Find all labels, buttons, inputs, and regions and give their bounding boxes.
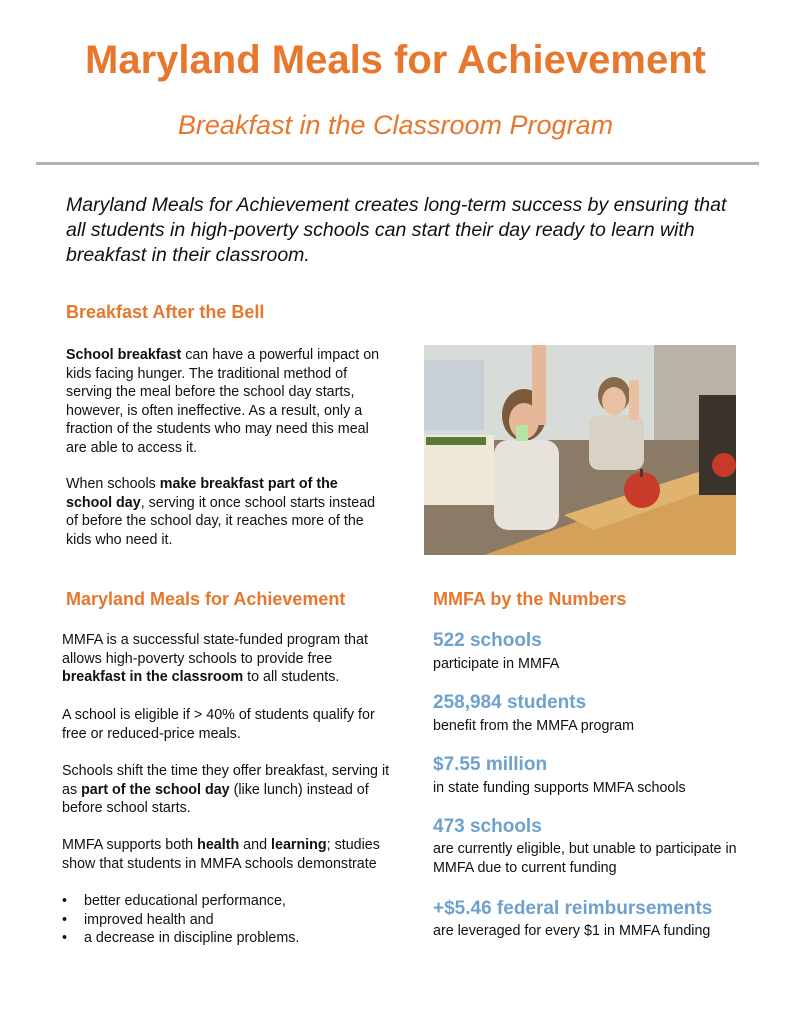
body-text: to all students. (243, 669, 340, 685)
mmfa-paragraph-1 (62, 631, 392, 687)
bullet-icon: • (62, 911, 68, 928)
body-text: and (239, 837, 272, 853)
photo-apple (624, 472, 660, 508)
body-text: MMFA is a successful state-funded program that allows high-poverty schools to provide free (62, 632, 368, 667)
page-title: Maryland Meals for Achievement (85, 38, 706, 82)
classroom-breakfast-photo (424, 345, 736, 555)
outcomes-list (62, 892, 392, 948)
body-text: , serving it once school starts instead of before the school day, it reaches more of the kids who need it. (66, 494, 376, 548)
stat-value: 522 schools (433, 630, 542, 651)
emphasis-text: part of the school day (81, 781, 230, 798)
body-text: can have a powerful impact on kids facing hunger. The traditional method of serving the meal before the school day starts, however, is often ineffective. As a result, only a fraction of the students who may need this meal are able to access it. (66, 347, 380, 456)
bell-section-heading: Breakfast After the Bell (66, 302, 265, 322)
stat-description: benefit from the MMFA program (433, 718, 635, 734)
emphasis-text: learning (271, 837, 327, 853)
bullet-icon: • (62, 893, 68, 909)
list-item: • better educational performance, (62, 893, 286, 909)
photo-illustration (424, 345, 736, 555)
bell-paragraph-2 (66, 475, 384, 549)
emphasis-text: make breakfast part of the school day (66, 476, 338, 511)
body-text: ; studies show that students in MMFA schools demonstrate (62, 837, 380, 872)
mmfa-paragraph-2 (62, 706, 392, 743)
body-text: (like lunch) instead of before school starts. (62, 781, 369, 816)
stat-description: participate in MMFA (433, 656, 560, 672)
emphasis-text: School breakfast (66, 347, 182, 363)
mmfa-section-heading: Maryland Meals for Achievement (66, 589, 346, 609)
emphasis-text: breakfast in the classroom (62, 669, 244, 685)
stat-description: are currently eligible, but unable to participate in MMFA due to current funding (433, 841, 737, 876)
bell-paragraph-1 (66, 346, 384, 457)
body-text: MMFA supports both (62, 837, 198, 853)
numbers-section-heading: MMFA by the Numbers (433, 589, 627, 609)
stat-value: 258,984 students (433, 692, 587, 713)
header-divider (36, 162, 759, 165)
bullet-icon: • (62, 930, 68, 946)
emphasis-text: health (197, 837, 240, 853)
body-text: When schools (66, 476, 160, 492)
intro-statement: Maryland Meals for Achievement creates long-term success by ensuring that all students in high-poverty schools can start their day ready to learn with breakfast in their classroom. (66, 194, 727, 266)
list-item: • improved health and (62, 911, 214, 928)
body-text: A school is eligible if > 40% of students qualify for free or reduced-price meals. (62, 707, 375, 742)
stat-description: are leveraged for every $1 in MMFA funding (433, 923, 711, 939)
stat-value: $7.55 million (433, 754, 548, 775)
body-text: Schools shift the time they offer breakfast, serving it as (62, 763, 390, 798)
page-subtitle: Breakfast in the Classroom Program (177, 110, 614, 140)
mmfa-paragraph-3 (62, 762, 392, 818)
stat-value: +$5.46 federal reimbursements (433, 898, 713, 919)
stat-description: in state funding supports MMFA schools (433, 780, 686, 796)
mmfa-paragraph-4 (62, 836, 392, 873)
list-item: • a decrease in discipline problems. (62, 930, 300, 946)
stat-value: 473 schools (433, 816, 542, 837)
